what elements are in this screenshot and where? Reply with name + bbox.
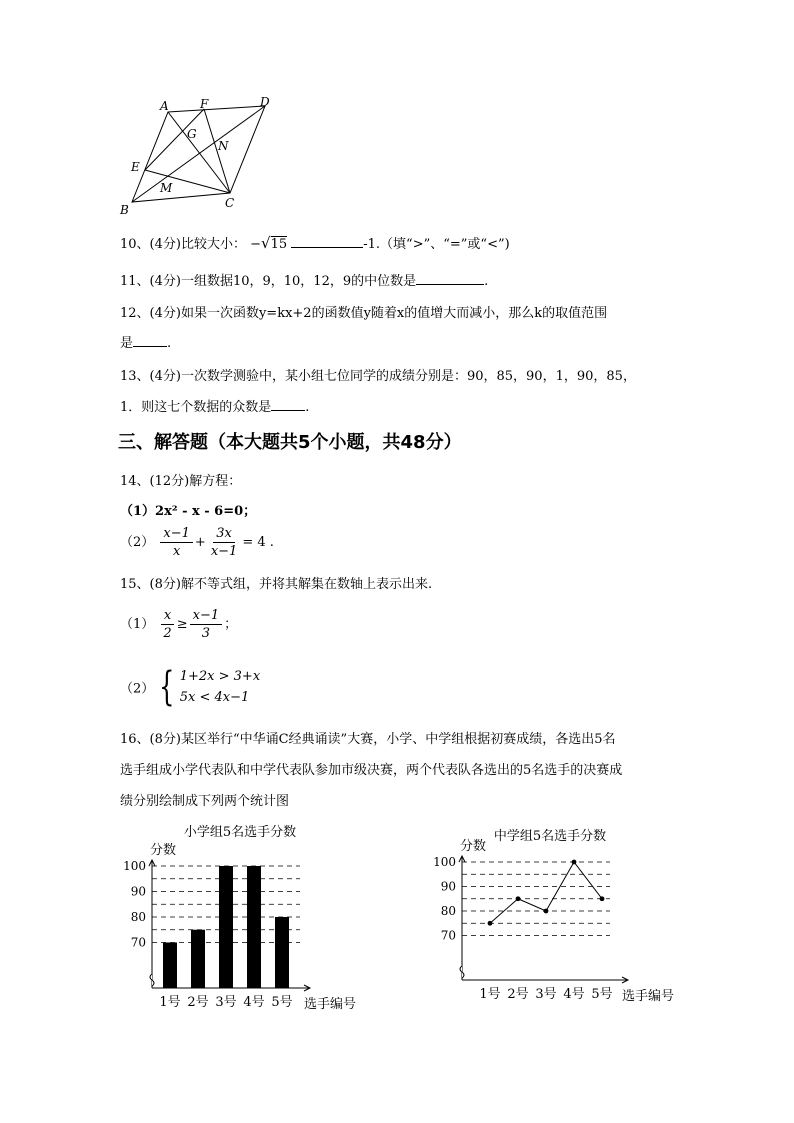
question-16-line3: 绩分别绘制成下列两个统计图 [120, 794, 290, 809]
y-tick-label: 70 [130, 935, 146, 950]
label-B: B [120, 203, 129, 217]
bar-4 [247, 866, 261, 988]
fraction-1: $\frac{x-1}{x}$ [160, 525, 193, 560]
x-tick-label: 2号 [507, 987, 529, 1002]
question-15-part1: （1） $\frac{x}{2}$ ≥ $\frac{x-1}{3}$ ； [120, 608, 238, 641]
section-heading: 三、解答题（本大题共5个小题，共48分） [118, 432, 462, 453]
fraction-x-2: $\frac{x}{2}$ [160, 607, 174, 642]
label-E: E [131, 160, 140, 174]
x-axis-label: 选手编号 [304, 997, 357, 1012]
question-15: 15、(8分)解不等式组，并将其解集在数轴上表示出来. [120, 577, 433, 592]
chart-title: 中学组5名选手分数 [493, 829, 607, 844]
y-tick-label: 80 [130, 910, 146, 924]
label-C: C [225, 196, 235, 210]
x-tick-label: 5号 [591, 987, 613, 1002]
bar-1 [163, 943, 177, 989]
fraction-2: $\frac{3x}{x-1}$ [210, 526, 238, 559]
question-12: 12、(4分)如果一次函数y=kx+2的函数值y随着x的值增大而减小，那么k的取值范围 [120, 306, 608, 321]
point-4 [572, 860, 577, 865]
x-axis-label: 选手编号 [622, 989, 675, 1004]
chart-title: 小学组5名选手分数 [183, 825, 297, 840]
x-tick-label: 5号 [271, 995, 293, 1010]
point-3 [544, 909, 549, 914]
point-5 [600, 896, 605, 901]
answer-blank-10[interactable] [291, 235, 363, 248]
point-2 [516, 896, 521, 901]
fraction-x1-3: $\frac{x-1}{3}$ [190, 607, 223, 642]
x-tick-label: 4号 [563, 987, 585, 1002]
x-tick-label: 1号 [159, 995, 181, 1010]
question-16-line2: 选手组成小学代表队和中学代表队参加市级决赛，两个代表队各选出的5名选手的决赛成 [120, 763, 623, 778]
question-13-cont: 1．则这七个数据的众数是 . [120, 400, 310, 415]
y-axis-label: 分数 [150, 843, 177, 858]
question-15-part2: （2） { 1+2x > 3+x 5x < 4x−1 [120, 664, 261, 710]
primary-bar-chart [123, 820, 370, 1020]
x-tick-label: 1号 [479, 987, 501, 1002]
question-14-part1: （1）2x² - x - 6=0； [120, 504, 257, 519]
question-14-part2: （2） $\frac{x-1}{x}$ + $\frac{3x}{x-1}$ = 4 . [120, 526, 274, 559]
bar-5 [275, 917, 289, 988]
axis-break-mark [460, 966, 464, 978]
y-tick-label: 90 [440, 879, 456, 894]
question-16-line1: 16、(8分)某区举行“中华诵C经典诵读”大赛，小学、中学组根据初赛成绩，各选出5名 [120, 732, 616, 747]
answer-blank-13[interactable] [271, 398, 305, 411]
question-12-cont: 是 . [120, 336, 172, 351]
x-tick-label: 2号 [187, 995, 209, 1010]
x-tick-label: 3号 [215, 995, 237, 1010]
label-M: M [160, 181, 173, 195]
x-tick-label: 4号 [243, 995, 265, 1010]
inequality-system: 1+2x > 3+x 5x < 4x−1 [179, 669, 261, 705]
label-D: D [260, 95, 270, 109]
y-tick-label: 90 [130, 884, 146, 899]
y-tick-label: 100 [433, 855, 456, 869]
axis-break-mark [150, 974, 154, 986]
radicand: 15 [270, 237, 288, 252]
question-14: 14、(12分)解方程： [120, 474, 242, 489]
question-11: 11、(4分)一组数据10，9，10，12，9的中位数是 . [120, 274, 489, 289]
minus-sign: − [250, 237, 262, 252]
y-tick-label: 80 [440, 904, 456, 918]
middle-line-chart [420, 820, 680, 1020]
x-tick-label: 3号 [535, 987, 557, 1002]
answer-blank-12[interactable] [133, 334, 167, 347]
label-F: F [200, 97, 209, 111]
label-A: A [160, 99, 169, 113]
bar-2 [191, 930, 205, 988]
question-13: 13、(4分)一次数学测验中，某小组七位同学的成绩分别是：90，85，90，1，90，85， [120, 369, 636, 384]
y-tick-label: 100 [123, 859, 146, 873]
label-N: N [218, 139, 229, 153]
y-tick-label: 70 [440, 928, 456, 943]
point-1 [488, 921, 493, 926]
series-line [490, 862, 602, 923]
y-axis-label: 分数 [460, 839, 487, 854]
question-10: 10、(4分)比较大小： −√15 -1.（填“>”、“=”或“<”) [120, 234, 510, 252]
answer-blank-11[interactable] [416, 272, 484, 285]
bar-3 [219, 866, 233, 988]
label-G: G [187, 127, 197, 141]
parallelogram-figure [110, 92, 290, 222]
